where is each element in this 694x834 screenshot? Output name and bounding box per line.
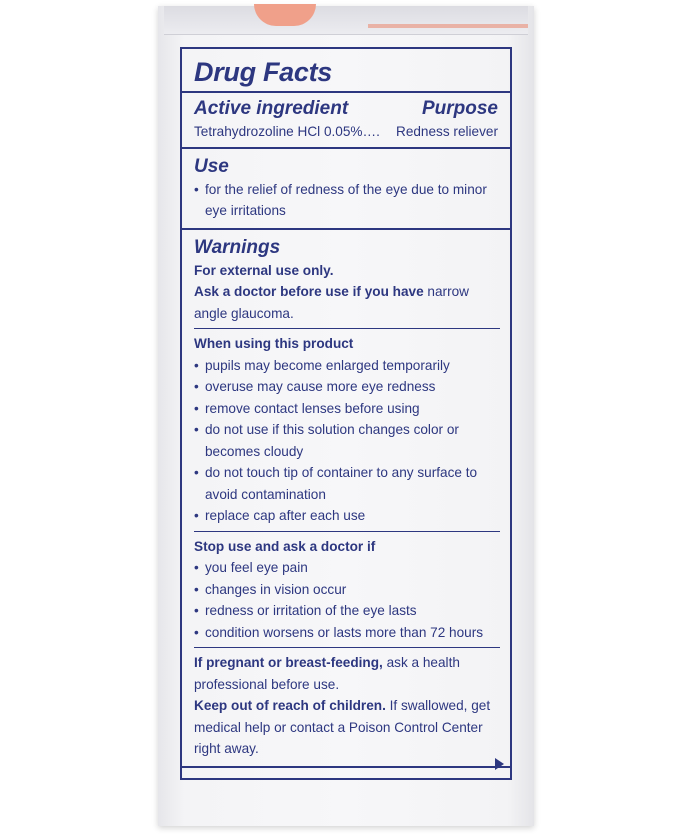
drug-facts-title: Drug Facts	[194, 57, 333, 87]
list-item: • condition worsens or lasts more than 72 hours	[194, 622, 502, 644]
keep-out-text	[182, 695, 510, 760]
list-item: • remove contact lenses before using	[194, 398, 502, 420]
purpose-heading: Purpose	[421, 98, 498, 119]
pregnant-text	[182, 652, 510, 695]
ingredient-text: Tetrahydrozoline HCl 0.05%….	[194, 124, 380, 139]
external-use-text: For external use only.	[194, 262, 334, 278]
list-item: • overuse may cause more eye redness	[194, 376, 502, 398]
drug-facts-panel	[180, 47, 512, 780]
continue-arrow-icon	[495, 758, 504, 770]
active-ingredient-heading: Active ingredient	[194, 98, 349, 119]
ask-doctor-rest: narrow angle glaucoma.	[194, 284, 469, 321]
pregnant-bold: If pregnant or breast-feeding,	[194, 655, 383, 670]
divider	[194, 647, 500, 648]
use-heading: Use	[194, 155, 229, 177]
ask-doctor-bold: Ask a doctor before use if you have	[194, 284, 424, 299]
list-item: • replace cap after each use	[194, 505, 502, 527]
when-using-heading: When using this product	[194, 336, 354, 351]
keep-out-bold: Keep out of reach of children.	[194, 698, 386, 713]
purpose-text: Redness reliever	[396, 124, 498, 139]
use-section	[182, 149, 510, 230]
keep-out-rest: If swallowed, get medical help or contact a Poison Control Center right away.	[194, 698, 491, 756]
warnings-heading: Warnings	[194, 236, 281, 258]
list-item: • you feel eye pain	[194, 557, 502, 579]
logo-shape	[254, 4, 316, 26]
pregnant-rest: ask a health professional before use.	[194, 655, 460, 692]
list-item: • do not use if this solution changes color or becomes cloudy	[194, 419, 502, 462]
active-ingredient-section	[182, 93, 510, 149]
use-list	[182, 179, 510, 222]
list-item: • pupils may become enlarged temporarily	[194, 355, 502, 377]
use-item: • for the relief of redness of the eye due to minor eye irritations	[194, 179, 502, 222]
list-item: • redness or irritation of the eye lasts	[194, 600, 502, 622]
box-top-flap	[164, 6, 528, 35]
divider	[194, 328, 500, 329]
active-heading-row	[182, 97, 510, 121]
ask-doctor-text	[182, 281, 510, 324]
stop-use-heading: Stop use and ask a doctor if	[194, 538, 376, 554]
brand-stripe	[368, 24, 528, 28]
list-item: • do not touch tip of container to any surface to avoid contamination	[194, 462, 502, 505]
divider	[194, 531, 500, 532]
title-section	[182, 55, 510, 93]
list-item: • changes in vision occur	[194, 579, 502, 601]
active-ingredient-row	[182, 121, 510, 143]
stop-use-list	[182, 557, 510, 643]
when-using-list	[182, 355, 510, 527]
warnings-section	[182, 230, 510, 768]
